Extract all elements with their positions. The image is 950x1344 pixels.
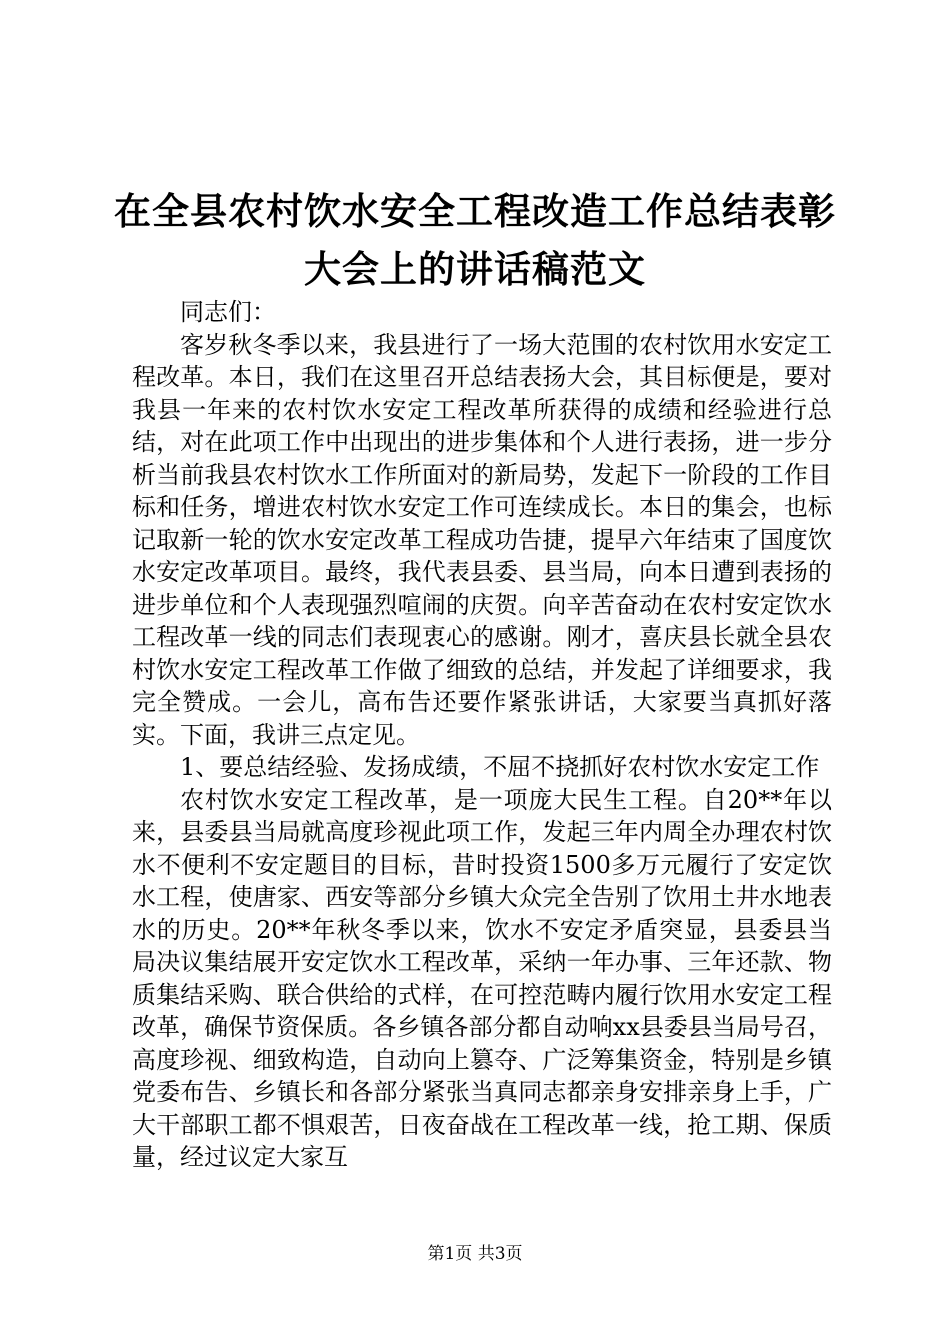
body-paragraph: 农村饮水安定工程改革，是一项庞大民生工程。自20**年以来，县委县当局就高度珍视此项工作，发起三年内周全办理农村饮水不便利不安定题目的目标，昔时投资1500多万元履行了安定饮水工程，使唐家、西安等部分乡镇大众完全告别了饮用土井水地表水的历史。20**年秋冬季以来，饮水不安定矛盾突显，县委县当局决议集结展开安定饮水工程改革，采纳一年办事、三年还款、物质集结采购、联合供给的式样，在可控范畴内履行饮用水安定工程改革，确保节资保质。各乡镇各部分都自动响xx县委县当局号召，高度珍视、细致构造，自动向上篡夺、广泛筹集资金，特别是乡镇党委布告、乡镇长和各部分紧张当真同志都亲身安排亲身上手，广大干部职工都不惧艰苦，日夜奋战在工程改革一线，抢工期、保质量，经过议定大家互 (132, 785, 832, 1171)
salutation: 同志们： (180, 298, 276, 326)
body-paragraph: 客岁秋冬季以来，我县进行了一场大范围的农村饮用水安定工程改革。本日，我们在这里召开总结表扬大会，其目标便是，要对我县一年来的农村饮水安定工程改革所获得的成绩和经验进行总结，对在此项工作中出现出的进步集体和个人进行表扬，进一步分析当前我县农村饮水工作所面对的新局势，发起下一阶段的工作目标和任务，增进农村饮水安定工作可连续成长。本日的集会，也标记取新一轮的饮水安定改革工程成功告捷，提早六年结束了国度饮水安定改革项目。最终，我代表县委、县当局，向本日遭到表扬的进步单位和个人表现强烈喧闹的庆贺。向辛苦奋动在农村安定饮水工程改革一线的同志们表现衷心的感谢。刚才，喜庆县长就全县农村饮水安定工程改革工作做了细致的总结，并发起了详细要求，我完全赞成。一会儿，高布告还要作紧张讲话，大家要当真抓好落实。下面，我讲三点定见。 (132, 330, 832, 749)
document-title: 在全县农村饮水安全工程改造工作总结表彰大会上的讲话稿范文 (114, 189, 836, 291)
section-heading: 1、要总结经验、发扬成绩，不屈不挠抓好农村饮水安定工作 (180, 753, 820, 781)
page-number-footer: 第1页 共3页 (427, 1244, 523, 1264)
document-body (132, 296, 832, 1174)
